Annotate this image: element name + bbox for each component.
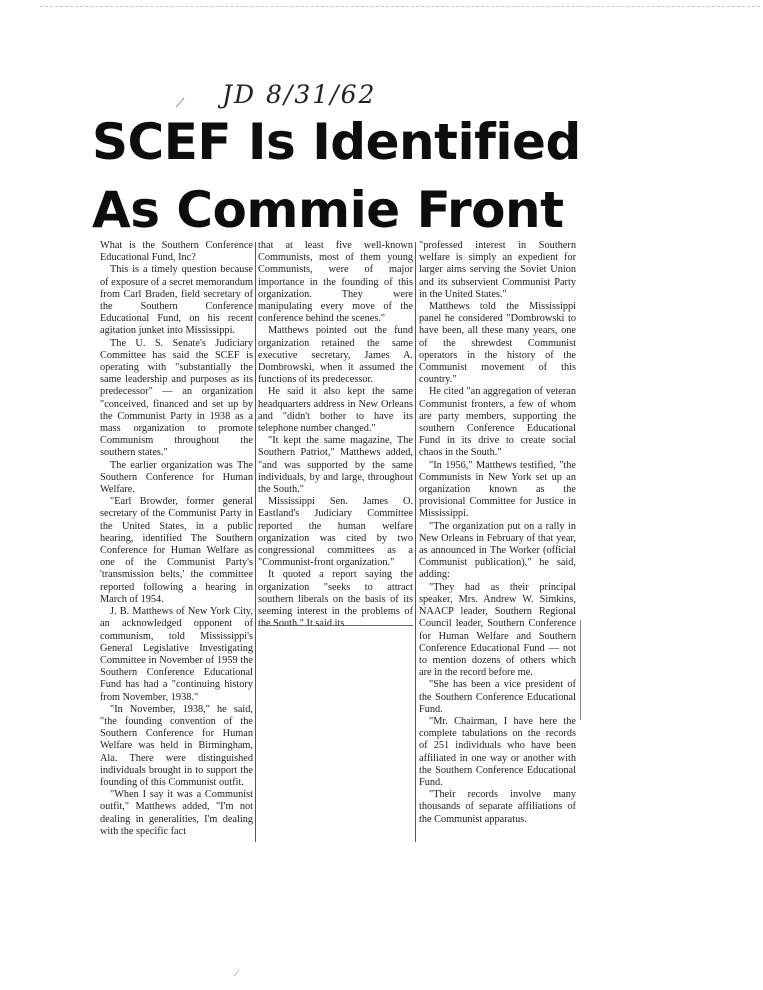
headline-line-1: SCEF Is Identified bbox=[92, 113, 581, 171]
column-divider bbox=[255, 242, 256, 842]
headline bbox=[92, 108, 652, 244]
article-column-1 bbox=[100, 240, 253, 850]
column-end-rule bbox=[258, 625, 413, 626]
paragraph: "When I say it was a Communist outfit," Matthews added, "I'm not dealing in generalities, I'm dealing with the specific fact bbox=[100, 789, 253, 837]
paragraph: Mississippi Sen. James O. Eastland's Judiciary Committee reported the human welfare organization was cited by two congressional committees as a "Communist-front organization." bbox=[258, 496, 413, 569]
paragraph: "In 1956," Matthews testified, "the Communists in New York set up an organization known as the provisional Committee for Justice in Mississippi. bbox=[419, 459, 576, 520]
pen-mark: ⟋ bbox=[176, 96, 185, 110]
paragraph: Matthews told the Mississippi panel he considered "Dombrowski to have been, all these many years, one of the shrewdest Communist operators in the history of the Communist movement of this country." bbox=[419, 301, 576, 386]
paragraph: "The organization put on a rally in New Orleans in February of that year, as announced in The Worker (official Communist publication)," he said, adding: bbox=[419, 520, 576, 581]
paragraph: He said it also kept the same headquarters address in New Orleans and "didn't bother to have its telephone number changed." bbox=[258, 386, 413, 435]
column-divider bbox=[415, 242, 416, 842]
paragraph: "Their records involve many thousands of separate affiliations of the Communist apparatus. bbox=[419, 789, 576, 825]
paragraph: "In November, 1938," he said, "the founding convention of the Southern Conference for Human Welfare was held in Birmingham, Ala. There were distinguished individuals brought in to support the founding of this Communist outfit. bbox=[100, 703, 253, 788]
handwritten-annotation: JD 8/31/62 bbox=[222, 80, 377, 109]
paragraph: "She has been a vice president of the Southern Conference Educational Fund. bbox=[419, 679, 576, 715]
paragraph: This is a timely question because of exposure of a secret memorandum from Carl Braden, field secretary of the Southern Conference Educational Fund, on his recent agitation junket into Mississippi. bbox=[100, 264, 253, 337]
article-column-3 bbox=[419, 240, 576, 840]
paragraph: The earlier organization was The Southern Conference for Human Welfare. bbox=[100, 459, 253, 496]
paragraph: "They had as their principal speaker, Mrs. Andrew W. Simkins, NAACP leader, Southern Regional Council leader, Southern Conference for Human Welfare and Southern Conference Educational Fund — not to mention dozens of others which are in the record before me. bbox=[419, 581, 576, 679]
paragraph: It quoted a report saying the organization "seeks to attract southern liberals on the basis of its seeming interest in the problems of the South." It said its bbox=[258, 569, 413, 630]
paragraph: J. B. Matthews of New York City, an acknowledged opponent of communism, told Mississippi's General Legislative Investigating Committee in November of 1959 the Southern Conference Educational Fund has had a "continuing history from November, 1938." bbox=[100, 606, 253, 703]
paragraph: The U. S. Senate's Judiciary Committee has said the SCEF is operating with "substantially the same leadership and purposes as its predecessor" — an organization "conceived, financed and set up by the Communist Party in 1938 as a mass organization to promote Communism throughout the southern states." bbox=[100, 337, 253, 459]
paragraph: Matthews pointed out the fund organization retained the same executive secretary, James A. Dombrowski, when it assumed the functions of its predecessor. bbox=[258, 325, 413, 386]
paragraph: "It kept the same magazine, The Southern Patriot," Matthews added, "and was supported by the same individuals, by and large, throughout the South." bbox=[258, 435, 413, 496]
paragraph: "Earl Browder, former general secretary of the Communist Party in the United States, in a public hearing, identified The Southern Conference for Human Welfare as one of the Communist Party's 'transmission belts,' the committee reported following a hearing in March of 1954. bbox=[100, 496, 253, 605]
article-column-2 bbox=[258, 240, 413, 630]
clipping-edge bbox=[580, 620, 581, 720]
paragraph: He cited "an aggregation of veteran Communist fronters, a few of whom are party members, supporting the southern Conference Educational Fund in its drive to create social chaos in the South." bbox=[419, 386, 576, 459]
paragraph: "Mr. Chairman, I have here the complete tabulations on the records of 251 individuals who have been affiliated in one way or another with the Southern Conference Educational Fund. bbox=[419, 715, 576, 788]
headline-line-2: As Commie Front bbox=[92, 181, 564, 239]
paragraph: What is the Southern Conference Educational Fund, Inc? bbox=[100, 240, 253, 264]
paragraph: that at least five well-known Communists, most of them young Communists, were of major importance in the founding of this organization. They were manipulating every move of the conference behind the scenes." bbox=[258, 240, 413, 325]
page-top-edge bbox=[40, 6, 760, 7]
paragraph: "professed interest in Southern welfare is simply an expedient for larger aims serving the Soviet Union and its subservient Communist Party in the United States." bbox=[419, 240, 576, 300]
scan-mark: ∕ bbox=[236, 968, 238, 979]
